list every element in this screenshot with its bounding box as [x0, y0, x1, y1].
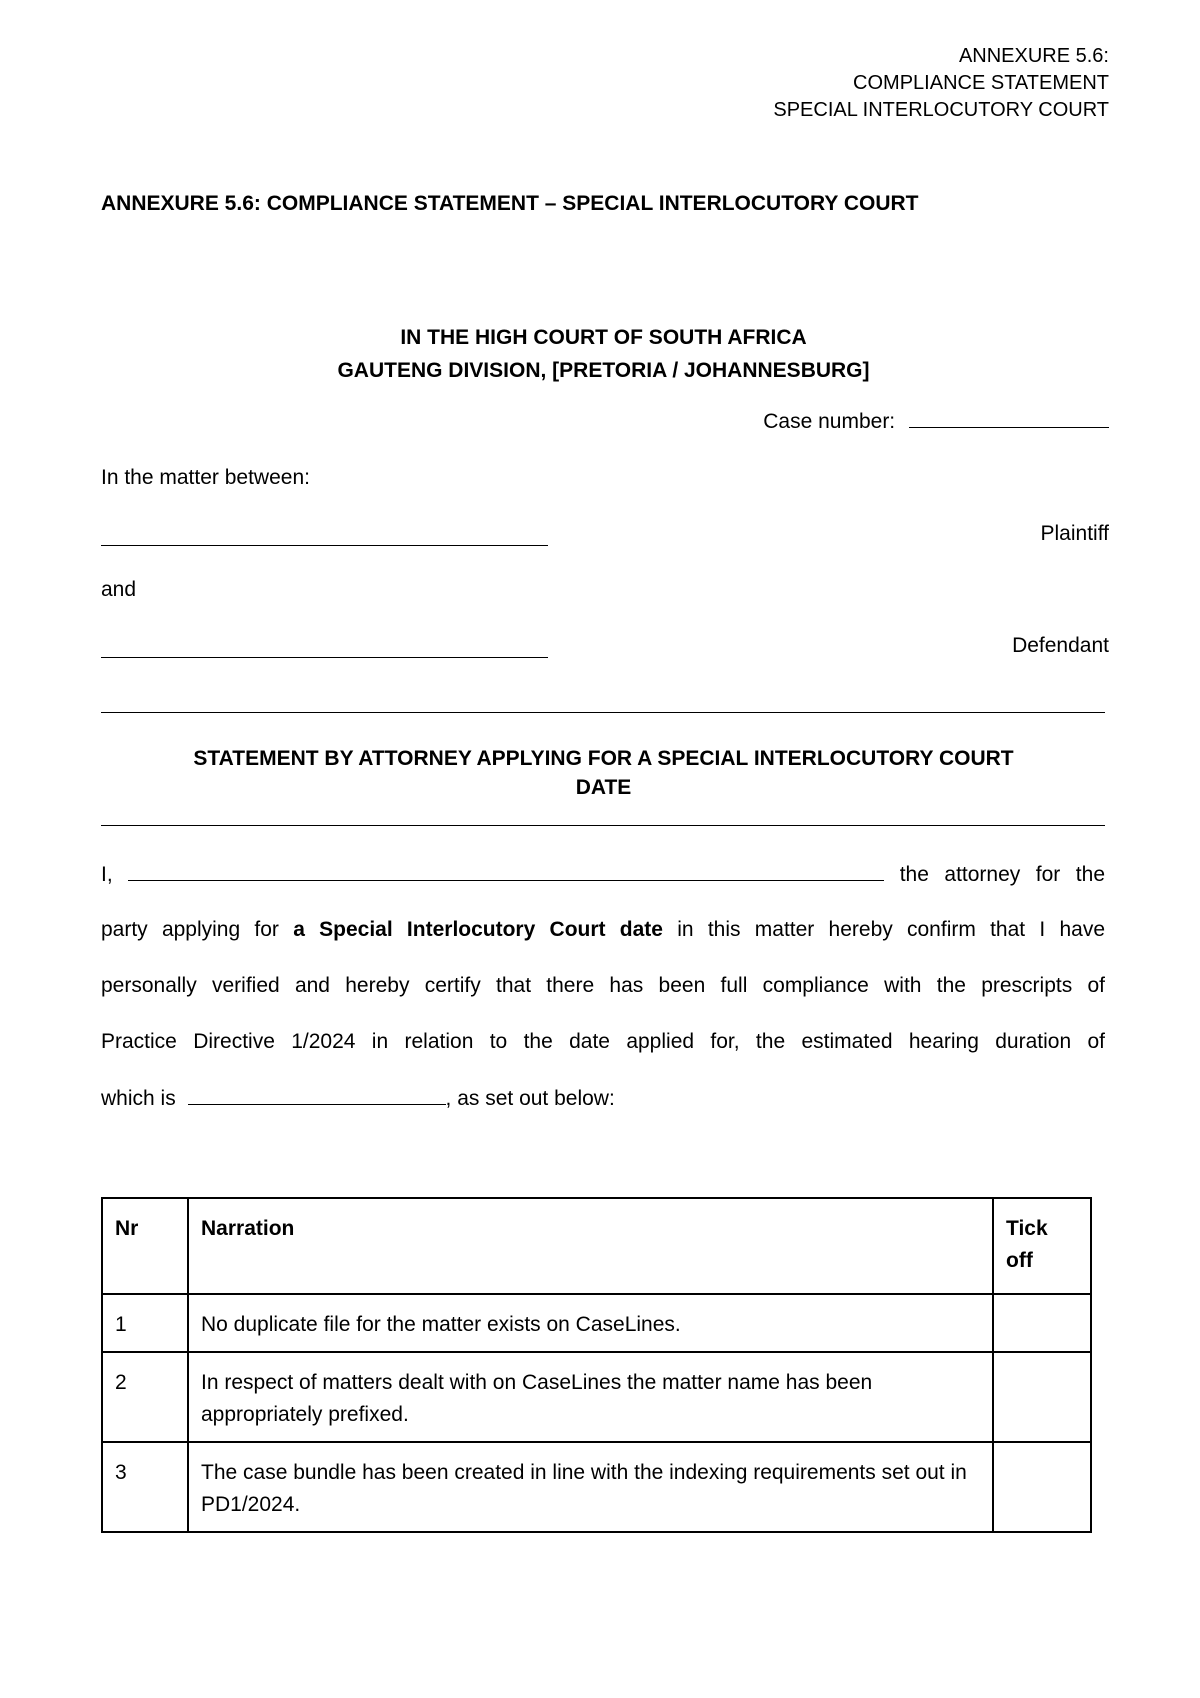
tick-off-cell[interactable]	[993, 1294, 1091, 1352]
matter-between-label: In the matter between:	[101, 466, 310, 489]
running-header	[773, 43, 1109, 124]
statement-title-line-2: DATE	[575, 776, 632, 799]
statement-title-line-1: STATEMENT BY ATTORNEY APPLYING FOR A SPECIAL INTERLOCUTORY COURT	[193, 747, 1014, 770]
plaintiff-label: Plaintiff	[1040, 522, 1109, 545]
statement-line-2a: party applying for	[101, 918, 279, 941]
case-number-row	[763, 409, 1109, 434]
row-narration: The case bundle has been created in line with the indexing requirements set out in PD1/2024.	[188, 1442, 993, 1532]
statement-line-1	[101, 862, 1105, 887]
case-number-label: Case number:	[763, 410, 896, 433]
statement-attorney-for: the attorney for the	[899, 863, 1105, 886]
statement-line-4: Practice Directive 1/2024 in relation to the date applied for, the estimated hearing duration of	[101, 1030, 1105, 1053]
hearing-duration-field[interactable]	[188, 1086, 446, 1105]
attorney-name-field[interactable]	[128, 862, 884, 881]
statement-set-out-below: , as set out below:	[445, 1087, 615, 1110]
statement-line-3: personally verified and hereby certify that there has been full compliance with the prescripts of	[101, 974, 1105, 997]
defendant-label: Defendant	[1012, 634, 1109, 657]
row-nr: 3	[102, 1442, 188, 1532]
running-header-line-1: ANNEXURE 5.6:	[958, 45, 1109, 67]
table-header-row	[102, 1198, 1091, 1294]
and-label: and	[101, 578, 137, 601]
table-row	[102, 1294, 1091, 1352]
case-number-field[interactable]	[909, 409, 1109, 428]
table-row	[102, 1442, 1091, 1532]
statement-line-5	[101, 1086, 1105, 1111]
header-nr: Nr	[102, 1198, 188, 1294]
running-header-line-3: SPECIAL INTERLOCUTORY COURT	[773, 99, 1109, 121]
plaintiff-name-field[interactable]	[101, 545, 548, 546]
court-heading	[101, 321, 1106, 387]
divider-bottom	[101, 825, 1105, 826]
running-header-line-2: COMPLIANCE STATEMENT	[853, 72, 1109, 94]
statement-i: I,	[101, 863, 113, 886]
row-narration: In respect of matters dealt with on CaseLines the matter name has been appropriately prefixed.	[188, 1352, 993, 1442]
row-nr: 1	[102, 1294, 188, 1352]
row-narration: No duplicate file for the matter exists on CaseLines.	[188, 1294, 993, 1352]
divider-top	[101, 712, 1105, 713]
compliance-checklist-table	[101, 1197, 1092, 1533]
court-heading-line-2: GAUTENG DIVISION, [PRETORIA / JOHANNESBURG]	[337, 359, 870, 382]
row-nr: 2	[102, 1352, 188, 1442]
header-narration: Narration	[188, 1198, 993, 1294]
statement-line-2	[101, 918, 1105, 942]
statement-which-is: which is	[101, 1087, 176, 1110]
statement-line-2b: in this matter hereby confirm that I have	[677, 918, 1106, 941]
header-tick-off: Tick off	[993, 1198, 1091, 1294]
statement-title	[101, 744, 1106, 802]
table-row	[102, 1352, 1091, 1442]
tick-off-cell[interactable]	[993, 1352, 1091, 1442]
statement-line-2-bold: a Special Interlocutory Court date	[293, 918, 663, 941]
defendant-name-field[interactable]	[101, 657, 548, 658]
tick-off-cell[interactable]	[993, 1442, 1091, 1532]
court-heading-line-1: IN THE HIGH COURT OF SOUTH AFRICA	[400, 326, 807, 349]
document-title: ANNEXURE 5.6: COMPLIANCE STATEMENT – SPECIAL INTERLOCUTORY COURT	[101, 192, 919, 215]
